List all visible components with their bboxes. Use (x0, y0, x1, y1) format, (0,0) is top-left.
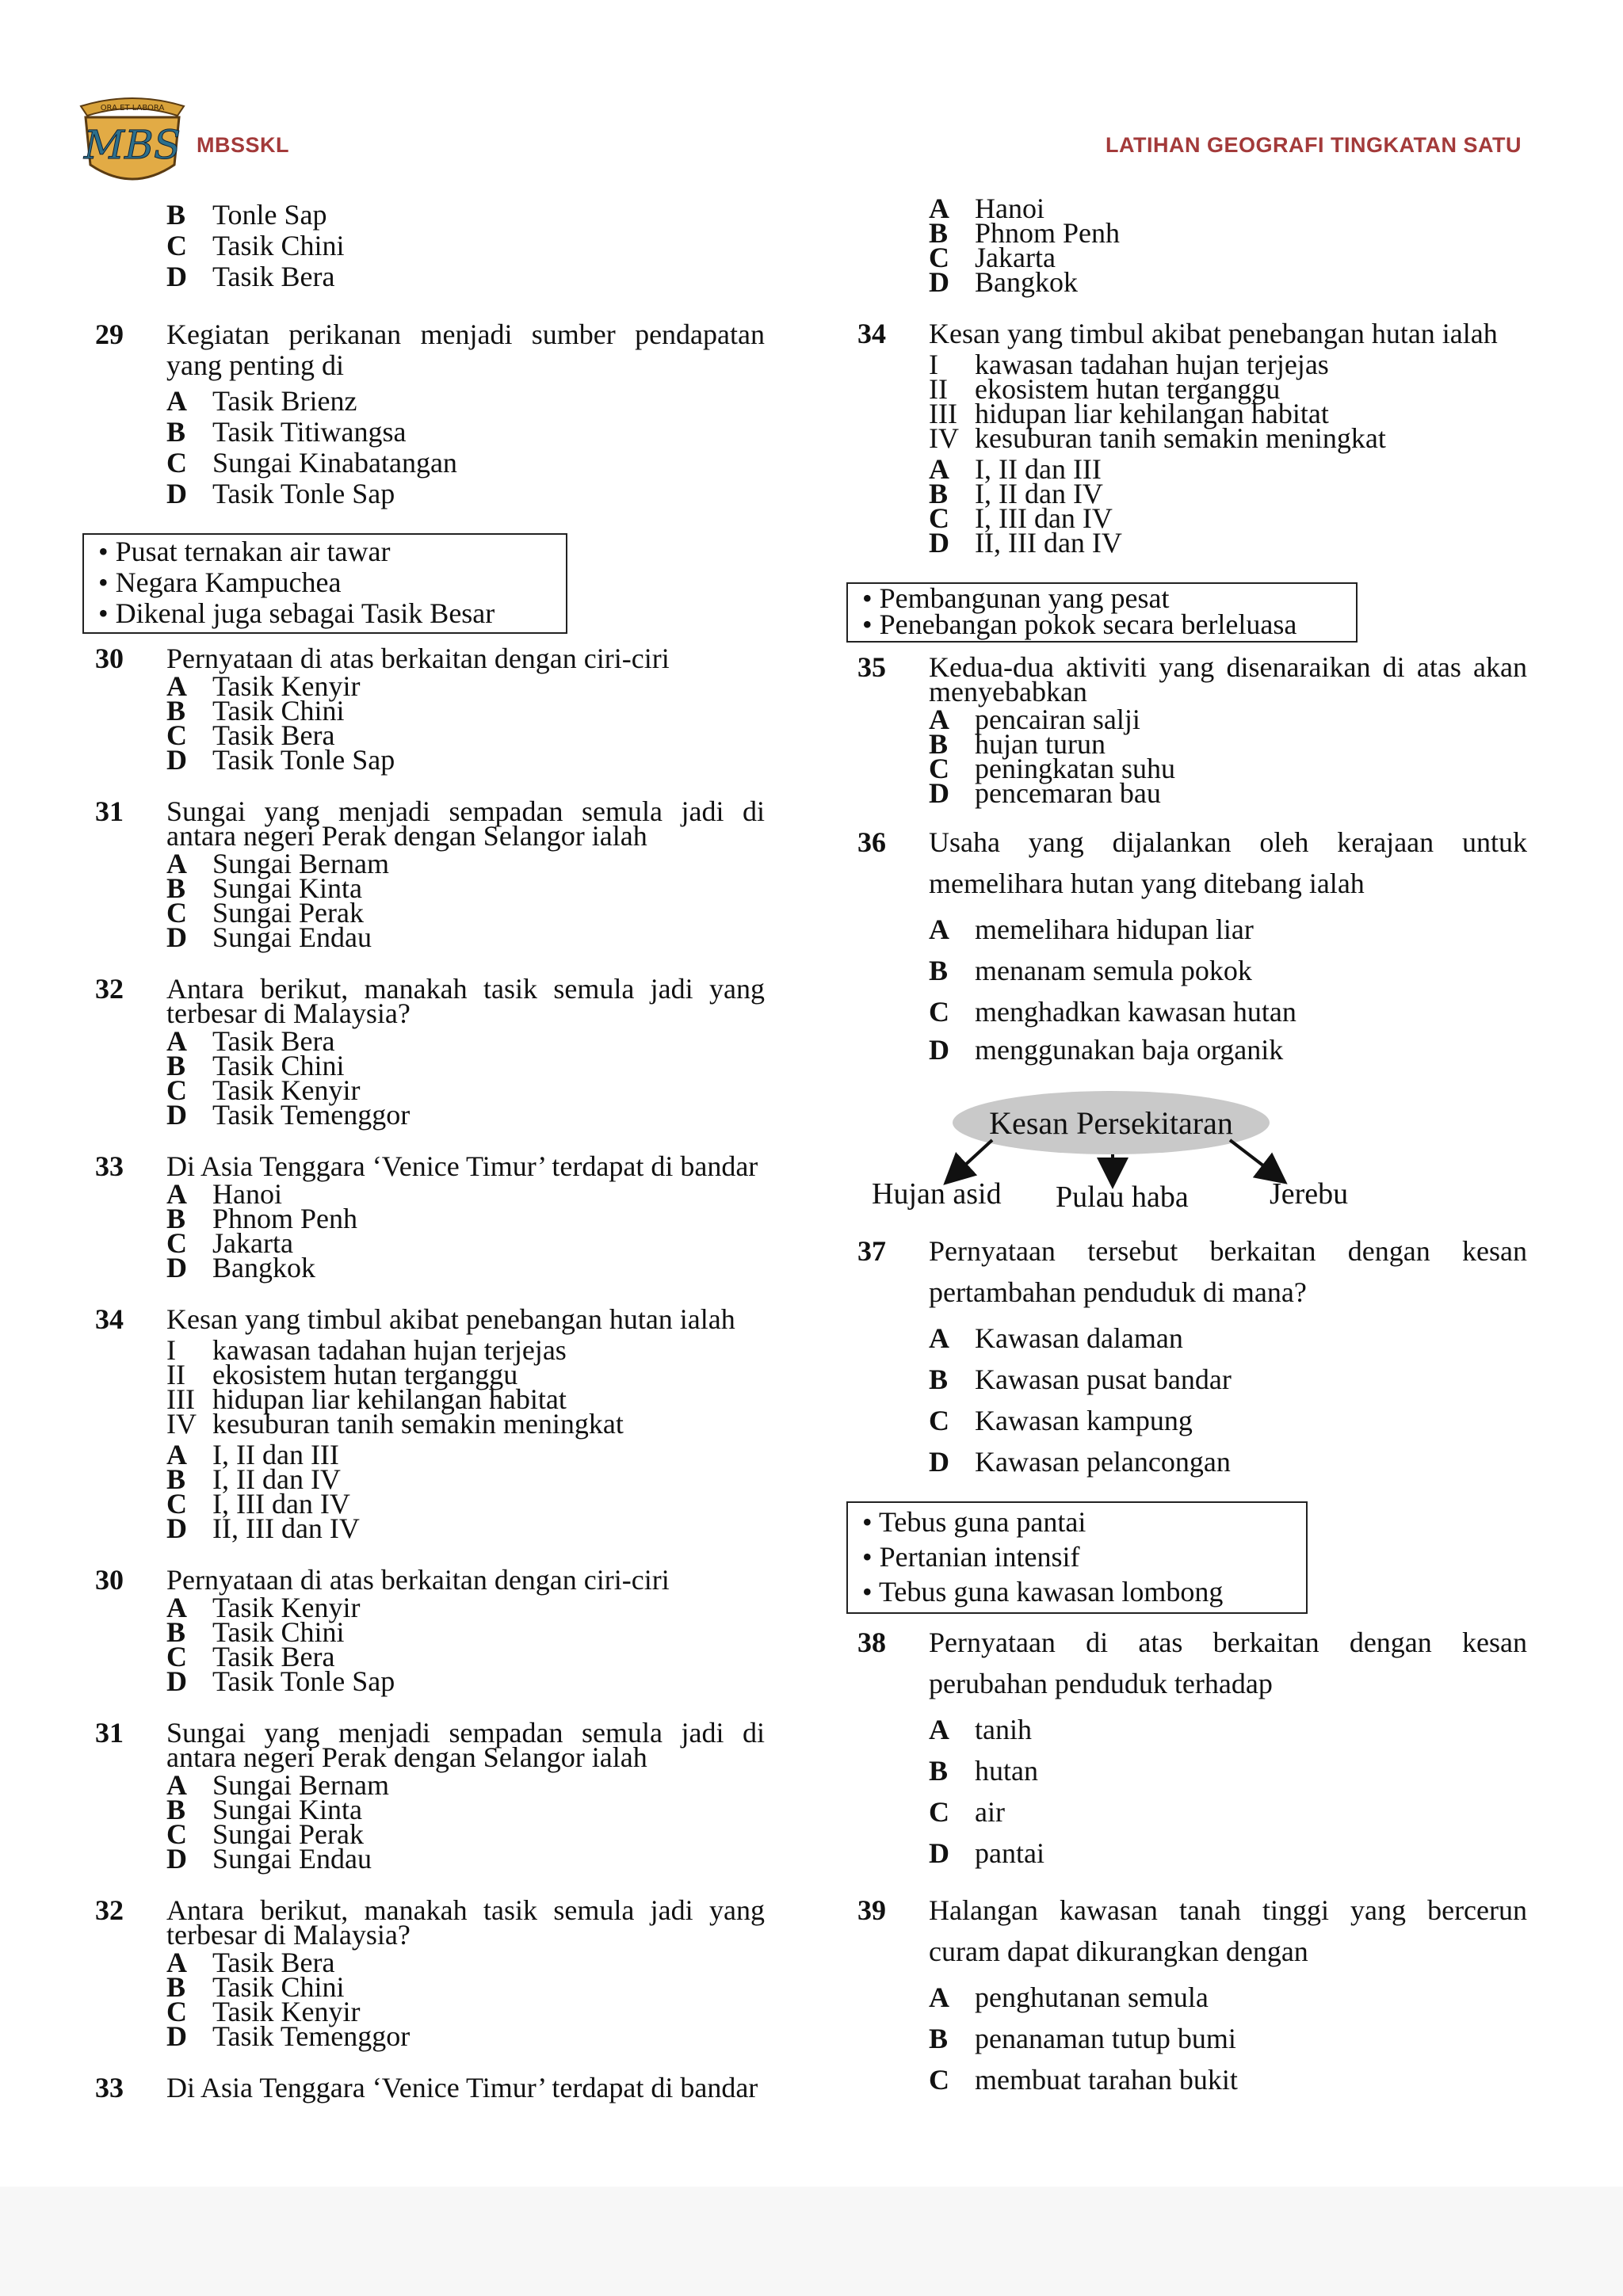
statement-row: III hidupan liar kehilangan habitat (166, 1383, 567, 1415)
option-row: D pencemaran bau (929, 777, 1161, 809)
option-row: D Bangkok (166, 1252, 315, 1283)
question-34: 34 Kesan yang timbul akibat penebangan hutan ialah I kawasan tadahan hujan terjejas II ekosistem hutan terganggu III hidupan liar kehilangan habitat IV kesuburan tanih semakin meningkat A I, II dan III B I, II dan IV C I, III dan IV D II, III dan IV (857, 322, 1527, 555)
question-37: 37 Pernyataan tersebut berkaitan dengan kesan pertambahan penduduk di mana? A Kawasan dalaman B Kawasan pusat bandar C Kawasan kampung D Kawasan pelancongan (857, 1230, 1527, 1482)
statement-row: I kawasan tadahan hujan terjejas (166, 1334, 567, 1366)
left-column (95, 196, 765, 2103)
statement-row: III hidupan liar kehilangan habitat (929, 398, 1329, 429)
statement-box: • Tebus guna pantai • Pertanian intensif • Tebus guna kawasan lombong (846, 1501, 1308, 1614)
statement-row: I kawasan tadahan hujan terjejas (929, 349, 1329, 380)
right-column (857, 193, 1527, 2100)
diagram-label-acid-rain: Hujan asid (872, 1177, 1002, 1211)
option-row: C menghadkan kawasan hutan (929, 996, 1296, 1028)
option-row: C air (929, 1796, 1005, 1828)
option-row: A Sungai Bernam (166, 848, 389, 879)
option-row: D Kawasan pelancongan (929, 1446, 1231, 1478)
option-row: D Sungai Endau (166, 921, 372, 953)
option-row: C Tasik Bera (166, 1641, 335, 1672)
arrow-right (1230, 1140, 1277, 1177)
option-row: A memelihara hidupan liar (929, 913, 1254, 945)
option-row: A I, II dan III (166, 1439, 339, 1470)
option-row: C Jakarta (929, 242, 1056, 273)
question-33-tail (857, 193, 1527, 298)
option-row: C membuat tarahan bukit (929, 2064, 1238, 2096)
diagram-label-heat-island: Pulau haba (1056, 1180, 1189, 1214)
arrow-left (953, 1140, 992, 1177)
logo-motto: ORA ET LABORA (100, 104, 165, 113)
option-row: B hutan (929, 1755, 1038, 1787)
option-row: B Tasik Chini (166, 1971, 345, 2003)
option-row: A penghutanan semula (929, 1981, 1209, 2013)
statement-row: IV kesuburan tanih semakin meningkat (166, 1408, 624, 1440)
school-crest-logo (73, 89, 192, 192)
option-row: D Tasik Tonle Sap (166, 1665, 395, 1697)
option-row: A Tasik Bera (166, 1025, 335, 1057)
question-39: 39 Halangan kawasan tanah tinggi yang bercerun curam dapat dikurangkan dengan A penghutanan semula B penanaman tutup bumi C membuat tarahan bukit (857, 1890, 1527, 2100)
option-row: B penanaman tutup bumi (929, 2023, 1236, 2054)
option-row: C Sungai Perak (166, 1818, 364, 1850)
question-30: 30 Pernyataan di atas berkaitan dengan ciri-ciri A Tasik Kenyir B Tasik Chini C Tasik Bera D Tasik Tonle Sap (95, 646, 765, 772)
option-row: B Phnom Penh (166, 1203, 358, 1234)
option-row: C Sungai Kinabatangan (166, 447, 457, 479)
question-30-repeat: 30 Pernyataan di atas berkaitan dengan ciri-ciri A Tasik Kenyir B Tasik Chini C Tasik Bera D Tasik Tonle Sap (95, 1568, 765, 1694)
option-row: A Tasik Brienz (166, 385, 357, 417)
question-31: 31 Sungai yang menjadi sempadan semula jadi di antara negeri Perak dengan Selangor ialah A Sungai Bernam B Sungai Kinta C Sungai Perak D Sungai Endau (95, 795, 765, 953)
option-row: B Kawasan pusat bandar (929, 1363, 1232, 1395)
option-row: C peningkatan suhu (929, 753, 1175, 784)
option-row: D Tasik Temenggor (166, 1099, 411, 1131)
option-row: C Jakarta (166, 1227, 293, 1259)
option-row: D II, III dan IV (166, 1512, 360, 1544)
option-row: C Kawasan kampung (929, 1405, 1193, 1436)
option-row: A Tasik Kenyir (166, 670, 361, 702)
question-34: 34 Kesan yang timbul akibat penebangan hutan ialah I kawasan tadahan hujan terjejas II ekosistem hutan terganggu III hidupan liar kehilangan habitat IV kesuburan tanih semakin meningkat A I, II dan III B I, II dan IV C I, III dan IV D II, III dan IV (95, 1307, 765, 1541)
statement-box: • Pusat ternakan air tawar • Negara Kampuchea • Dikenal juga sebagai Tasik Besar (82, 533, 567, 634)
option-row: B Sungai Kinta (166, 872, 362, 904)
option-row: C Tasik Bera (166, 719, 335, 751)
question-32-repeat: 32 Antara berikut, manakah tasik semula jadi yang terbesar di Malaysia? A Tasik Bera B Tasik Chini C Tasik Kenyir D Tasik Temenggor (95, 1894, 765, 2052)
question-33-repeat: 33 Di Asia Tenggara ‘Venice Timur’ terdapat di bandar (95, 2072, 758, 2103)
question-33: 33 Di Asia Tenggara ‘Venice Timur’ terdapat di bandar A Hanoi B Phnom Penh C Jakarta D Bangkok (95, 1154, 765, 1280)
option-row: C Tasik Kenyir (166, 1074, 361, 1106)
option-row: D Tasik Temenggor (166, 2020, 411, 2052)
option-row: A Kawasan dalaman (929, 1322, 1183, 1354)
document-title: LATIHAN GEOGRAFI TINGKATAN SATU (1106, 133, 1522, 157)
logo-letters: MBS (83, 122, 181, 168)
question-29: 29 Kegiatan perikanan menjadi sumber pendapatan yang penting di A Tasik Brienz B Tasik Titiwangsa C Sungai Kinabatangan D Tasik Tonle Sap (95, 318, 765, 509)
option-row: A pencairan salji (929, 704, 1140, 735)
option-row: A Hanoi (929, 193, 1044, 224)
option-row: A Sungai Bernam (166, 1769, 389, 1801)
option-row: B menanam semula pokok (929, 955, 1252, 986)
option-row: C I, III dan IV (929, 502, 1113, 534)
option-row: B Tasik Chini (166, 1050, 345, 1081)
question-36: 36 Usaha yang dijalankan oleh kerajaan untuk memelihara hutan yang ditebang ialah A memelihara hidupan liar B menanam semula pokok C menghadkan kawasan hutan D menggunakan baja organik (857, 826, 1527, 1066)
question-38: 38 Pernyataan di atas berkaitan dengan kesan perubahan penduduk terhadap A tanih B hutan C air D pantai (857, 1622, 1527, 1874)
option-row: D Tasik Bera (166, 261, 335, 292)
option-row: D Bangkok (929, 266, 1078, 298)
option-row: D pantai (929, 1837, 1044, 1869)
option-row: B Phnom Penh (929, 217, 1121, 249)
option-row: A I, II dan III (929, 453, 1102, 485)
option-row: A Tasik Kenyir (166, 1592, 361, 1623)
option-row: B I, II dan IV (929, 478, 1103, 509)
page-footer-shade (0, 2187, 1623, 2296)
statement-row: II ekosistem hutan terganggu (929, 373, 1281, 405)
option-row: C I, III dan IV (166, 1488, 350, 1520)
option-row: C Tasik Chini (166, 230, 345, 261)
option-row: A Hanoi (166, 1178, 282, 1210)
option-row: D Sungai Endau (166, 1843, 372, 1875)
question-32: 32 Antara berikut, manakah tasik semula jadi yang terbesar di Malaysia? A Tasik Bera B Tasik Chini C Tasik Kenyir D Tasik Temenggor (95, 973, 765, 1131)
diagram-center-node: Kesan Persekitaran (953, 1091, 1270, 1154)
option-row: B Tasik Titiwangsa (166, 416, 407, 448)
option-row: B hujan turun (929, 728, 1106, 760)
option-row: C Tasik Kenyir (166, 1996, 361, 2027)
school-name: MBSSKL (197, 133, 289, 157)
option-row: B Tasik Chini (166, 695, 345, 727)
statement-row: IV kesuburan tanih semakin meningkat (929, 422, 1386, 454)
question-31-repeat: 31 Sungai yang menjadi sempadan semula jadi di antara negeri Perak dengan Selangor ialah A Sungai Bernam B Sungai Kinta C Sungai Perak D Sungai Endau (95, 1717, 765, 1875)
option-row: B I, II dan IV (166, 1463, 341, 1495)
statement-box: • Pembangunan yang pesat • Penebangan pokok secara berleluasa (846, 582, 1358, 643)
option-row: C Sungai Perak (166, 897, 364, 929)
diagram-label-haze: Jerebu (1270, 1177, 1349, 1211)
statement-row: II ekosistem hutan terganggu (166, 1359, 518, 1390)
option-row: D Tasik Tonle Sap (166, 478, 395, 509)
question-28-tail (95, 200, 765, 292)
option-row: A Tasik Bera (166, 1947, 335, 1978)
option-row: A tanih (929, 1714, 1032, 1745)
option-row: B Tonle Sap (166, 199, 327, 231)
option-row: D Tasik Tonle Sap (166, 744, 395, 776)
question-35: 35 Kedua-dua aktiviti yang disenaraikan di atas akan menyebabkan A pencairan salji B hujan turun C peningkatan suhu D pencemaran bau (857, 651, 1527, 809)
option-row: D II, III dan IV (929, 527, 1122, 559)
option-row: B Sungai Kinta (166, 1794, 362, 1825)
option-row: D menggunakan baja organik (929, 1034, 1284, 1066)
option-row: B Tasik Chini (166, 1616, 345, 1648)
environment-effects-diagram (865, 1091, 1404, 1226)
